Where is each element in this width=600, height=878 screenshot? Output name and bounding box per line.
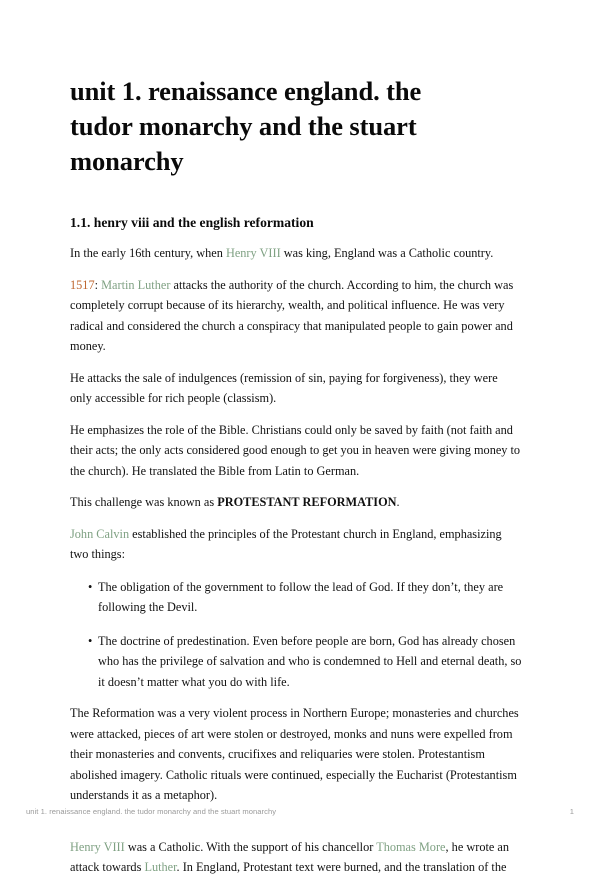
paragraph-intro-text-a: In the early 16th century, when bbox=[70, 246, 226, 260]
calvin-principles-list bbox=[70, 577, 522, 693]
page-title: unit 1. renaissance england. the tudor monarchy and the stuart monarchy bbox=[70, 76, 422, 176]
paragraph-bible: He emphasizes the role of the Bible. Christians could only be saved by faith (not faith and their acts; the only acts considered good enough to get you in heaven were giving money to the church). He translated the Bible from Latin to German. bbox=[70, 422, 521, 478]
bullet-icon: • bbox=[88, 579, 93, 594]
paragraph-intro-text-b: was king, England was a Catholic country. bbox=[280, 246, 494, 260]
list-item bbox=[88, 577, 522, 618]
paragraph-henry-text-c: , he wrote an attack towards bbox=[70, 839, 510, 874]
paragraph-luther-text: attacks the authority of the church. According to him, the church was completely corrupt because of its hierarchy, wealth, and political influence. He was very radical and considered the church a conspiracy that manipulated people to gain power and money. bbox=[70, 277, 514, 353]
link-john-calvin[interactable]: John Calvin bbox=[70, 526, 130, 541]
page-footer bbox=[0, 806, 600, 826]
document-content bbox=[70, 74, 522, 878]
paragraph-indulgences: He attacks the sale of indulgences (remission of sin, paying for forgiveness), they were only accessible for rich people (classism). bbox=[70, 370, 498, 405]
list-item bbox=[88, 631, 522, 693]
term-protestant-reformation: PROTESTANT REFORMATION bbox=[217, 495, 397, 509]
paragraph-luther bbox=[70, 275, 522, 357]
link-henry-viii[interactable]: Henry VIII bbox=[70, 839, 125, 854]
paragraph-reformation-violence: The Reformation was a very violent process in Northern Europe; monasteries and churches were attacked, pieces of art were stolen or destroyed, monks and nuns were expelled from their monasteries and convents, crucifixes and reliquaries were stolen. Protestantism abolished imagery. Catholic rituals were continued, especially the Eucharist (Protestantism understands it as a metaphor). bbox=[70, 706, 519, 802]
list-item-label: The doctrine of predestination. Even before people are born, God has already chosen who has the privilege of salvation and who is condemned to Hell and eternal death, so it doesn’t matter what you do with life. bbox=[98, 633, 522, 689]
year-1517: 1517 bbox=[70, 277, 95, 292]
paragraph-henry-text-d: . In England, Protestant text were burned, and the translation of the bbox=[176, 860, 507, 874]
link-henry-viii[interactable]: Henry VIII bbox=[225, 246, 281, 260]
paragraph-challenge-text-a: This challenge was known as bbox=[70, 495, 218, 509]
section-heading: 1.1. henry viii and the english reformation bbox=[70, 215, 314, 230]
paragraph-henry-text-b: was a Catholic. With the support of his chancellor bbox=[124, 839, 377, 854]
paragraph-challenge bbox=[70, 492, 522, 513]
link-thomas-more[interactable]: Thomas More bbox=[376, 839, 446, 854]
paragraph-calvin bbox=[70, 524, 522, 565]
list-item-label: The obligation of the government to follow the lead of God. If they don’t, they are following the Devil. bbox=[98, 579, 504, 614]
paragraph-challenge-text-b: . bbox=[396, 495, 400, 509]
paragraph-calvin-text: established the principles of the Protestant church in England, emphasizing two things: bbox=[70, 526, 502, 561]
paragraph-intro bbox=[70, 243, 522, 264]
paragraph-henry-catholic bbox=[70, 837, 522, 878]
link-martin-luther[interactable]: Martin Luther bbox=[101, 277, 171, 292]
footer-page-number: 1 bbox=[569, 807, 574, 816]
link-luther[interactable]: Luther bbox=[144, 860, 177, 874]
footer-document-title: unit 1. renaissance england. the tudor monarchy and the stuart monarchy bbox=[26, 807, 277, 816]
paragraph-luther-colon: : bbox=[94, 277, 102, 292]
bullet-icon: • bbox=[88, 633, 93, 648]
